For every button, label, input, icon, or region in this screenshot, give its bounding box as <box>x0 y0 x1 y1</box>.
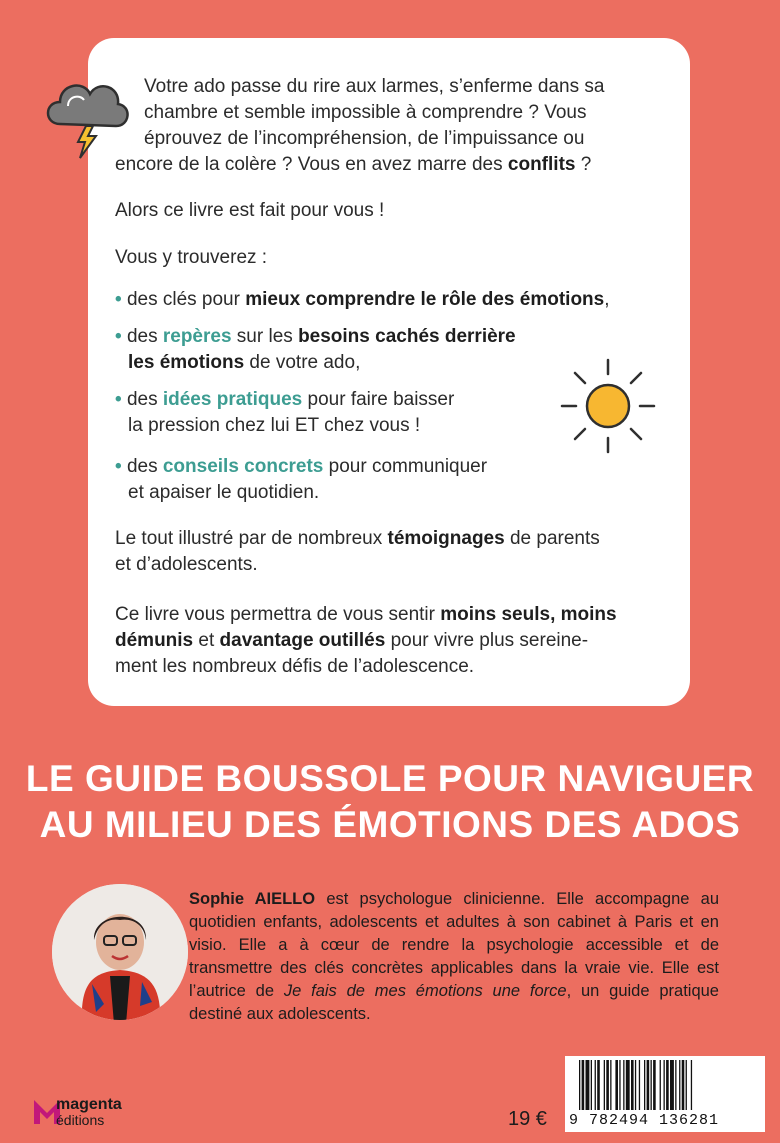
bullet-text: pour faire baisser <box>302 389 455 410</box>
p4-bold: témoignages <box>387 528 505 549</box>
bullet: • <box>115 456 122 477</box>
paragraph-4-line-2: et d’adolescents. <box>115 554 258 575</box>
barcode-bar <box>691 1060 692 1110</box>
publisher-name: magenta <box>56 1096 122 1113</box>
bullet-item-2-line-2 <box>128 350 360 376</box>
author-name: Sophie AIELLO <box>189 890 316 908</box>
p4-text: Le tout illustré par de nombreux <box>115 528 388 549</box>
barcode-bar <box>666 1060 669 1110</box>
bullet-teal: conseils concrets <box>162 456 324 477</box>
barcode-bar <box>595 1060 596 1110</box>
bullet-teal: idées pratiques <box>162 389 303 410</box>
p5-bold: davantage outillés <box>219 630 386 651</box>
paragraph-5-line-3: ment les nombreux défis de l’adolescence. <box>115 656 475 677</box>
price: 19 € <box>508 1108 547 1130</box>
barcode-bar <box>675 1060 676 1110</box>
barcode-bar <box>631 1060 634 1110</box>
barcode-bar <box>686 1060 687 1110</box>
bullet-text: , <box>604 289 610 310</box>
p5-text: et <box>193 630 220 651</box>
barcode-bar <box>664 1060 665 1110</box>
bullet-bold: les émotions <box>128 352 245 373</box>
barcode-bar <box>653 1060 656 1110</box>
barcode-bar <box>619 1060 620 1110</box>
headline-line-1: LE GUIDE BOUSSOLE POUR NAVIGUER <box>25 758 755 799</box>
intro-bold: conflits <box>507 154 576 175</box>
bullet-text: des <box>126 389 163 410</box>
bullet: • <box>115 326 122 347</box>
intro-text: ? <box>575 154 592 175</box>
barcode-bar <box>660 1060 661 1110</box>
bullet-text: sur les <box>231 326 299 347</box>
intro-line-2: chambre et semble impossible à comprendre ? Vous <box>144 102 587 123</box>
paragraph-5 <box>115 602 617 628</box>
bullet-item-2 <box>115 324 516 350</box>
barcode-bar <box>623 1060 624 1110</box>
bullet-text: pour communiquer <box>323 456 488 477</box>
barcode-bar <box>670 1060 674 1110</box>
intro-line-3: éprouvez de l’incompréhension, de l’impuissance ou <box>144 128 585 149</box>
publisher-subtitle: éditions <box>56 1112 105 1128</box>
barcode-bar <box>606 1060 609 1110</box>
bullet-item-4 <box>115 454 487 480</box>
barcode-bar <box>682 1060 685 1110</box>
bullet-item-3 <box>115 387 454 413</box>
barcode-bar <box>582 1060 585 1110</box>
p5-text: pour vivre plus sereine- <box>385 630 589 651</box>
p5-text: Ce livre vous permettra de vous sentir <box>115 604 441 625</box>
bullet: • <box>115 389 122 410</box>
headline-line-2: AU MILIEU DES ÉMOTIONS DES ADOS <box>39 804 741 845</box>
barcode-bar <box>579 1060 580 1110</box>
bullet-text: de votre ado, <box>244 352 361 373</box>
bio-book-title: Je fais de mes émotions une force <box>283 982 567 1000</box>
p5-bold: démunis <box>115 630 194 651</box>
intro-line-1: Votre ado passe du rire aux larmes, s’enferme dans sa <box>144 76 605 97</box>
bio-text: , un guide pratique destiné aux adolescents. <box>189 982 719 1023</box>
author-photo <box>52 884 188 1020</box>
p4-text: de parents <box>504 528 600 549</box>
barcode-bar <box>635 1060 636 1110</box>
back-cover-card <box>88 38 690 706</box>
barcode-bar <box>604 1060 605 1110</box>
isbn-number: 9 782494 136281 <box>569 1112 720 1129</box>
barcode-bar <box>647 1060 650 1110</box>
author-bio <box>189 888 719 1026</box>
barcode <box>565 1056 765 1132</box>
bullet-item-3-line-2: la pression chez lui ET chez vous ! <box>128 415 421 436</box>
paragraph-4 <box>115 526 600 552</box>
barcode-bar <box>651 1060 652 1110</box>
barcode-bar <box>626 1060 630 1110</box>
bio-text: est psychologue clinicienne. Elle accompagne au quotidien enfants, adolescents et adultes à son cabinet à Paris et en visio. Elle a à cœur de rendre la psychologie accessible et de transmettre des clés concrètes applicables dans la vraie vie. Elle est l’autrice de <box>189 890 719 1000</box>
p5-bold: moins seuls, moins <box>440 604 617 625</box>
barcode-bar <box>679 1060 680 1110</box>
paragraph-5-line-2 <box>115 628 588 654</box>
barcode-bar <box>644 1060 645 1110</box>
barcode-bar <box>586 1060 590 1110</box>
bullet-bold: mieux comprendre le rôle des émotions <box>245 289 605 310</box>
bullet-item-4-line-2: et apaiser le quotidien. <box>128 482 320 503</box>
paragraph-2: Alors ce livre est fait pour vous ! <box>115 200 385 221</box>
paragraph-3: Vous y trouverez : <box>115 247 268 268</box>
storm-cloud-icon <box>38 66 133 161</box>
bullet-bold: besoins cachés derrière <box>298 326 516 347</box>
barcode-bar <box>610 1060 611 1110</box>
barcode-bar <box>591 1060 592 1110</box>
sun-icon <box>558 356 658 456</box>
barcode-bar <box>639 1060 640 1110</box>
intro-text: encore de la colère ? Vous en avez marre des <box>115 154 508 175</box>
intro-line-4 <box>115 152 591 178</box>
bullet-text: des <box>126 456 163 477</box>
bullet: • <box>115 289 122 310</box>
barcode-bar <box>615 1060 618 1110</box>
bullet-text: des <box>126 326 163 347</box>
bullet-item-1 <box>115 287 610 313</box>
barcode-bar <box>597 1060 600 1110</box>
bullet-teal: repères <box>162 326 232 347</box>
bullet-text: des clés pour <box>126 289 246 310</box>
